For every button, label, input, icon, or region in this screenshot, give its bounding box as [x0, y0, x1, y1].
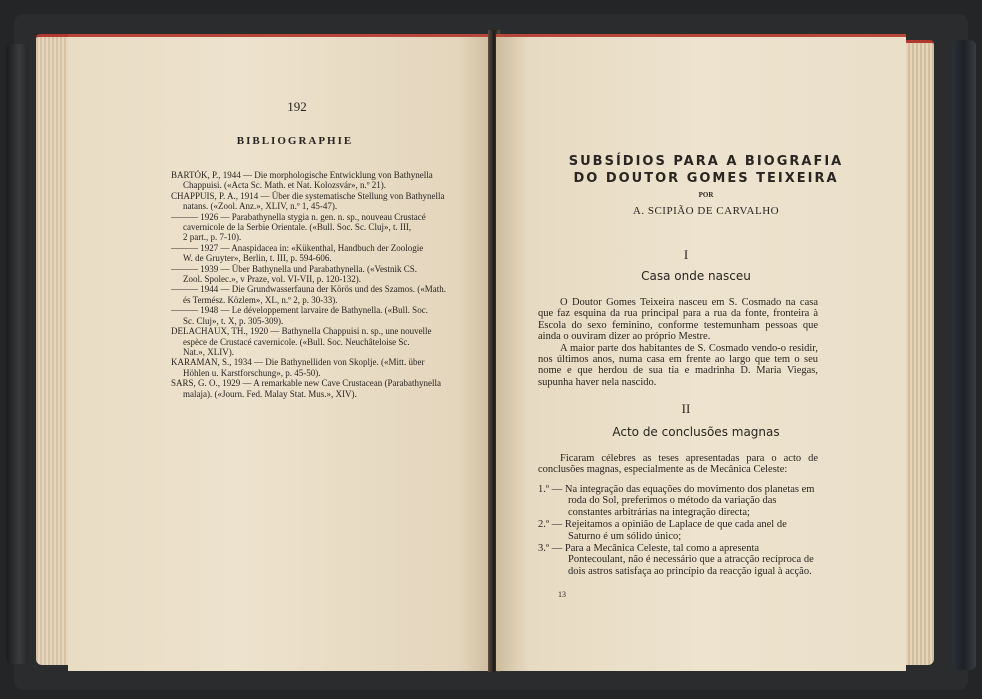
list-item: 1.º — Na integração das equações do movimento dos planetas em roda do Sol, preferimos o método da variação das constantes arbitrárias na integração directa; — [538, 484, 815, 518]
biblio-line: W. de Gruyter», Berlin, t. III, p. 594-606. — [183, 253, 332, 264]
article-title — [566, 153, 846, 187]
right-page — [496, 34, 906, 671]
paragraph: A maior parte dos habitantes de S. Cosmado vendo-o residir, nos últimos anos, numa casa em frente ao largo que tem o seu nome e que herdou de sua tia e madrinha D. Maria Viegas, supunha haver nela nascido. — [538, 342, 818, 388]
article-author: A. SCIPIÃO DE CARVALHO — [632, 205, 780, 217]
biblio-line: ——— 1939 — Über Bathynella und Parabathynella. («Vestnik CS. — [171, 263, 417, 274]
biblio-line: CHAPPUIS, P. A., 1914 — Über die systematische Stellung von Bathynella — [171, 190, 445, 201]
section-numeral: II — [681, 401, 691, 416]
biblio-line: Zool. Spolec.», v Praze, vol. VI-VII, p. 120-132). — [183, 274, 362, 285]
section-numeral: I — [683, 247, 689, 262]
biblio-line: BARTÓK, P., 1944 — Die morphologische Entwicklung von Bathynella — [171, 170, 433, 180]
biblio-line: cavernicole de la Serbie Orientale. («Bull. Soc. Sc. Cluj», t. III, — [183, 222, 412, 233]
biblio-line: ——— 1926 — Parabathynella stygia n. gen. n. sp., nouveau Crustacé — [171, 211, 426, 222]
section-title: Casa onde nasceu — [641, 269, 751, 283]
bibliography-entries — [171, 170, 506, 399]
page-stack-right — [906, 40, 934, 665]
paragraph: O Doutor Gomes Teixeira nasceu em S. Cosmado na casa que faz esquina da rua principal para a rua da fonte, fronteira à Escola do sexo feminino, conforme testemunham pessoas que ainda o ouviram dizer ao próprio Mestre. — [538, 297, 818, 343]
biblio-line: natans. («Zool. Anz.», XLIV, n.º 1, 45-47). — [183, 201, 338, 212]
signature-mark: 13 — [558, 590, 566, 599]
left-page — [68, 34, 492, 671]
biblio-line: 2 part., p. 7-10). — [183, 232, 242, 243]
biblio-line: Sc. Cluj», t. X, p. 305-309). — [183, 315, 284, 326]
biblio-line: SARS, G. O., 1929 — A remarkable new Cave Crustacean (Parabathynella — [171, 378, 441, 389]
thesis-list — [538, 484, 818, 578]
biblio-line: Nat.», XLIV). — [183, 346, 234, 357]
biblio-line: ——— 1927 — Anaspidacea in: «Kükenthal, Handbuch der Zoologie — [171, 242, 424, 253]
cover-left-edge — [6, 44, 28, 664]
list-item: 2.º — Rejeitamos a opinião de Laplace de que cada anel de Saturno é um sólido único; — [538, 519, 787, 542]
biblio-line: KARAMAN, S., 1934 — Die Bathynelliden von Skoplje. («Mitt. über — [171, 357, 425, 368]
biblio-line: ——— 1944 — Die Grundwasserfauna der Körös und des Szamos. («Math. — [171, 284, 446, 295]
byline-por: POR — [698, 191, 714, 199]
biblio-line: Chappuisi. («Acta Sc. Math. et Nat. Kolozsvár», n.º 21). — [183, 180, 387, 191]
section1-body — [538, 297, 818, 388]
biblio-line: ——— 1948 — Le développement larvaire de Bathynella. («Bull. Soc. — [171, 305, 428, 316]
cover-right-edge — [952, 40, 976, 670]
section2-body — [538, 453, 818, 476]
article-title-line: SUBSÍDIOS PARA A BIOGRAFIA — [568, 154, 844, 169]
bibliography-heading: BIBLIOGRAPHIE — [236, 135, 354, 147]
article-title-line: DO DOUTOR GOMES TEIXEIRA — [573, 171, 839, 186]
biblio-line: malaja). («Journ. Fed. Malay Stat. Mus.», XIV). — [183, 388, 357, 399]
biblio-line: DELACHAUX, TH., 1920 — Bathynella Chappuisi n. sp., une nouvelle — [171, 326, 432, 337]
page-stack-left — [36, 34, 70, 665]
biblio-line: és Termész. Közlem», XL, n.º 2, p. 30-33). — [183, 294, 338, 305]
list-item: 3.º — Para a Mecânica Celeste, tal como a apresenta Pontecoulant, não é necessário que a atracção recíproca de dois astros satisfaça ao princípio da reacção igual à acção. — [538, 543, 814, 577]
biblio-line: Höhlen u. Karstforschung», p. 45-50). — [183, 367, 321, 378]
paragraph: Ficaram célebres as teses apresentadas para o acto de conclusões magnas, especialmente as de Mecânica Celeste: — [538, 453, 818, 476]
biblio-line: espèce de Crustacé cavernicole. («Bull. Soc. Neuchâteloise Sc. — [183, 336, 410, 347]
page-number: 192 — [287, 99, 307, 114]
section-title: Acto de conclusões magnas — [612, 425, 780, 439]
